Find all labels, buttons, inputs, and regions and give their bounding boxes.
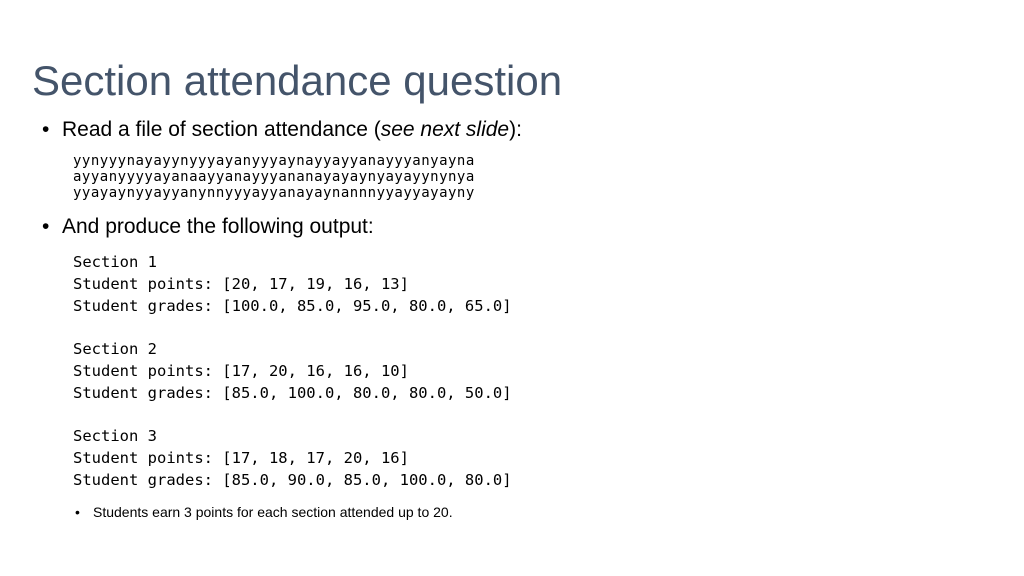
expected-output [73, 252, 512, 492]
sub-bullet-points-note [75, 502, 453, 522]
bullet-read-file-text: Read a file of section attendance ( [62, 118, 381, 141]
attendance-data [73, 153, 475, 201]
attendance-line: yynyyynayayynyyyayanyyyaynayyayyanayyyanyayna [73, 153, 475, 169]
output-line: Student points: [17, 18, 17, 20, 16] [73, 449, 409, 468]
bullet-read-file [42, 116, 522, 144]
attendance-line: ayyanyyyyayanaayyanayyyananayayaynyayayynynya [73, 169, 475, 185]
bullet-read-file-suffix: ): [509, 118, 522, 141]
bullet-produce-output [42, 213, 374, 241]
output-line: Section 3 [73, 427, 157, 446]
output-line: Student grades: [85.0, 90.0, 85.0, 100.0, 80.0] [73, 470, 512, 489]
bullet-dot-icon: • [42, 118, 50, 141]
output-line: Student points: [17, 20, 16, 16, 10] [73, 361, 409, 380]
attendance-line: yyayaynyyayyanynnyyyayyanayaynannnyyayyayayny [73, 185, 475, 201]
sub-bullet-points-note-text: Students earn 3 points for each section attended up to 20. [93, 504, 453, 520]
output-line [73, 405, 512, 427]
output-line [73, 317, 512, 339]
output-line: Student points: [20, 17, 19, 16, 13] [73, 274, 409, 293]
output-line: Section 1 [73, 253, 157, 271]
bullet-dot-icon: • [75, 504, 80, 520]
output-line: Student grades: [85.0, 100.0, 80.0, 80.0, 50.0] [73, 383, 512, 402]
slide-title: Section attendance question [32, 57, 563, 104]
bullet-dot-icon: • [42, 215, 50, 238]
output-line: Student grades: [100.0, 85.0, 95.0, 80.0, 65.0] [73, 296, 512, 315]
output-line: Section 2 [73, 340, 157, 359]
bullet-read-file-italic: see next slide [380, 118, 510, 141]
bullet-produce-output-text: And produce the following output: [62, 215, 374, 238]
